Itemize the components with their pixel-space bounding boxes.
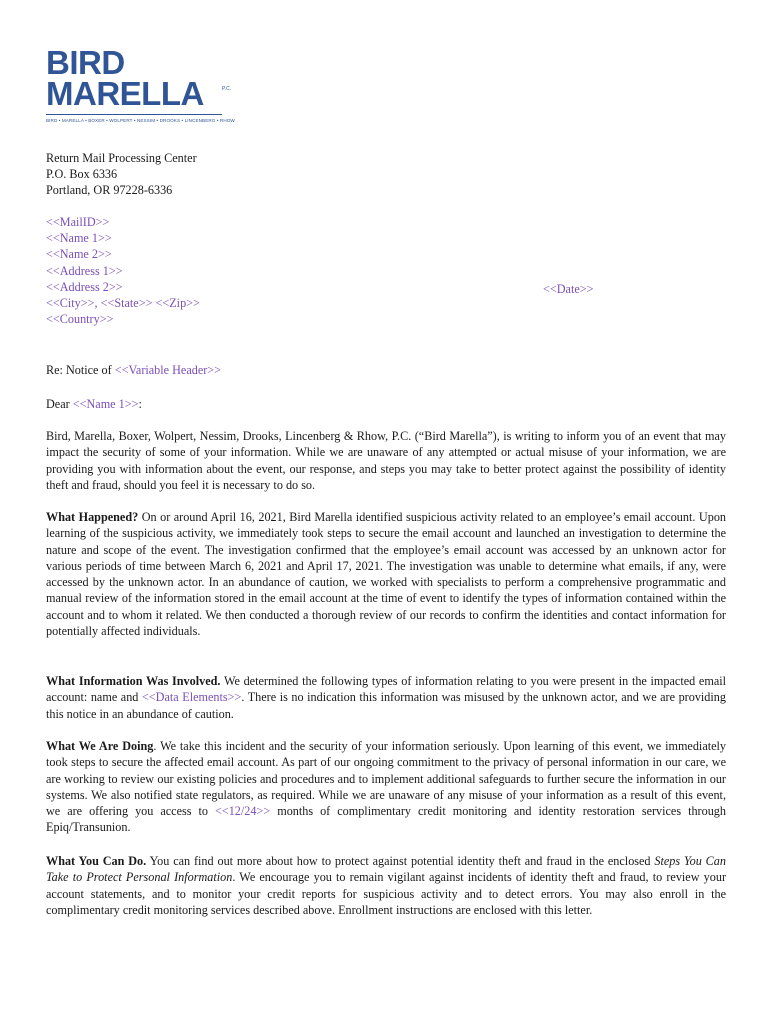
recipient-line: <<Address 1>> [46,263,123,278]
logo-line-2: MARELLA [46,75,204,112]
intro-paragraph: Bird, Marella, Boxer, Wolpert, Nessim, Drooks, Lincenberg & Rhow, P.C. (“Bird Marella”), is writing to inform you of an event that may impact the security of some of your information. While we are unaware of any attempted or actual misuse of your information, we are providing you with information about the event, our response, and steps you may take to better protect against the possibility of identity theft and fraud, should you feel it is necessary to do so. [46,429,726,492]
logo-line-1: BIRD [46,44,125,81]
logo-tagline: BIRD • MARELLA • BOXER • WOLPERT • NESSIM • DROOKS • LINCENBERG • RHOW [46,118,235,123]
what-you-can-do-text-1: You can find out more about how to protect against potential identity theft and fraud in the enclosed [146,854,655,868]
recipient-line: <<MailID>> [46,215,110,229]
what-happened-text: On or around April 16, 2021, Bird Marella identified suspicious activity related to an employee’s email account. Upon learning of the suspicious activity, we immediately took steps to secure the email account and launched an investigation to determine the nature and scope of the event. The investigation confirmed that the employee’s email account was accessed by an unknown actor for various periods of time between March 6, 2021 and April 17, 2021. The investigation was unable to determine what emails, if any, were accessed by the unknown actor. In an abundance of caution, we worked with specialists to perform a comprehensive programmatic and manual review of the information stored in the email account at the time of event to identify the types of information contained within the account and to whom it related. We then conducted a thorough review of our records to confirm the identities and contact information for potentially affected individuals. [46,510,727,639]
what-doing-text-1: . We take this incident and the security of your information seriously. Upon learning of this event, we immediately took steps to secure the affected email account. As part of our ongoing commitment to the privacy of personal information in our care, we are working to review our existing policies and procedures and to implement additional safeguards to further secure the information in our systems. We also notified state regulators, as required. While we are unaware of any misuse of your information as a result of this event, we are offering you access to [46,739,726,819]
recipient-line: <<Name 2>> [46,247,112,262]
steps-document-title: Steps You Can Take to Protect Personal Information [46,854,726,885]
recipient-line: <<Country>> [46,312,114,327]
what-info-heading: What Information Was Involved. [46,674,221,688]
re-prefix: Re: Notice of [46,363,115,377]
months-variable: <<12/24>> [214,804,271,819]
what-info-paragraph [46,673,726,722]
salutation-suffix: : [138,397,142,411]
return-address-line: Return Mail Processing Center [46,151,197,165]
what-you-can-do-heading: What You Can Do. [46,854,147,868]
what-info-text-1: We determined the following types of information relating to you were present in the impacted email account: name and [46,674,726,705]
what-happened-paragraph [46,509,726,639]
what-happened-heading: What Happened? [46,510,139,524]
recipient-address [46,214,200,327]
what-you-can-do-text-2: . We encourage you to remain vigilant against incidents of identity theft and fraud, to review your account statements, and to monitor your credit reports for suspicious activity and to detect errors. You may also enroll in the complimentary credit monitoring services described above. Enrollment instructions are enclosed with this letter. [46,870,726,917]
return-address-line: Portland, OR 97228-6336 [46,183,173,198]
re-line [46,362,221,378]
what-doing-text-2: months of complimentary credit monitoring and identity restoration services through Epiq/Transunion. [46,804,726,835]
data-elements-variable: <<Data Elements>> [141,690,242,705]
recipient-line: <<Name 1>> [46,231,112,246]
return-address [46,150,197,199]
logo-rule [46,114,222,115]
logo-pc: P.C. [222,86,232,92]
what-doing-paragraph [46,738,726,836]
salutation [46,396,142,412]
what-info-text-2: . There is no indication this information was misused by the unknown actor, and we are providing this notice in an abundance of caution. [46,690,726,721]
re-variable: <<Variable Header>> [114,363,222,377]
return-address-line: P.O. Box 6336 [46,167,118,182]
what-you-can-do-paragraph [46,853,726,918]
recipient-line: <<Address 2>> [46,279,123,294]
recipient-line: <<City>>, <<State>> <<Zip>> [46,296,200,311]
what-doing-heading: What We Are Doing [46,739,154,753]
salutation-name: <<Name 1>> [72,397,139,411]
bird-marella-logo [46,44,235,123]
letter-date: <<Date>> [543,282,594,296]
salutation-prefix: Dear [46,397,73,411]
